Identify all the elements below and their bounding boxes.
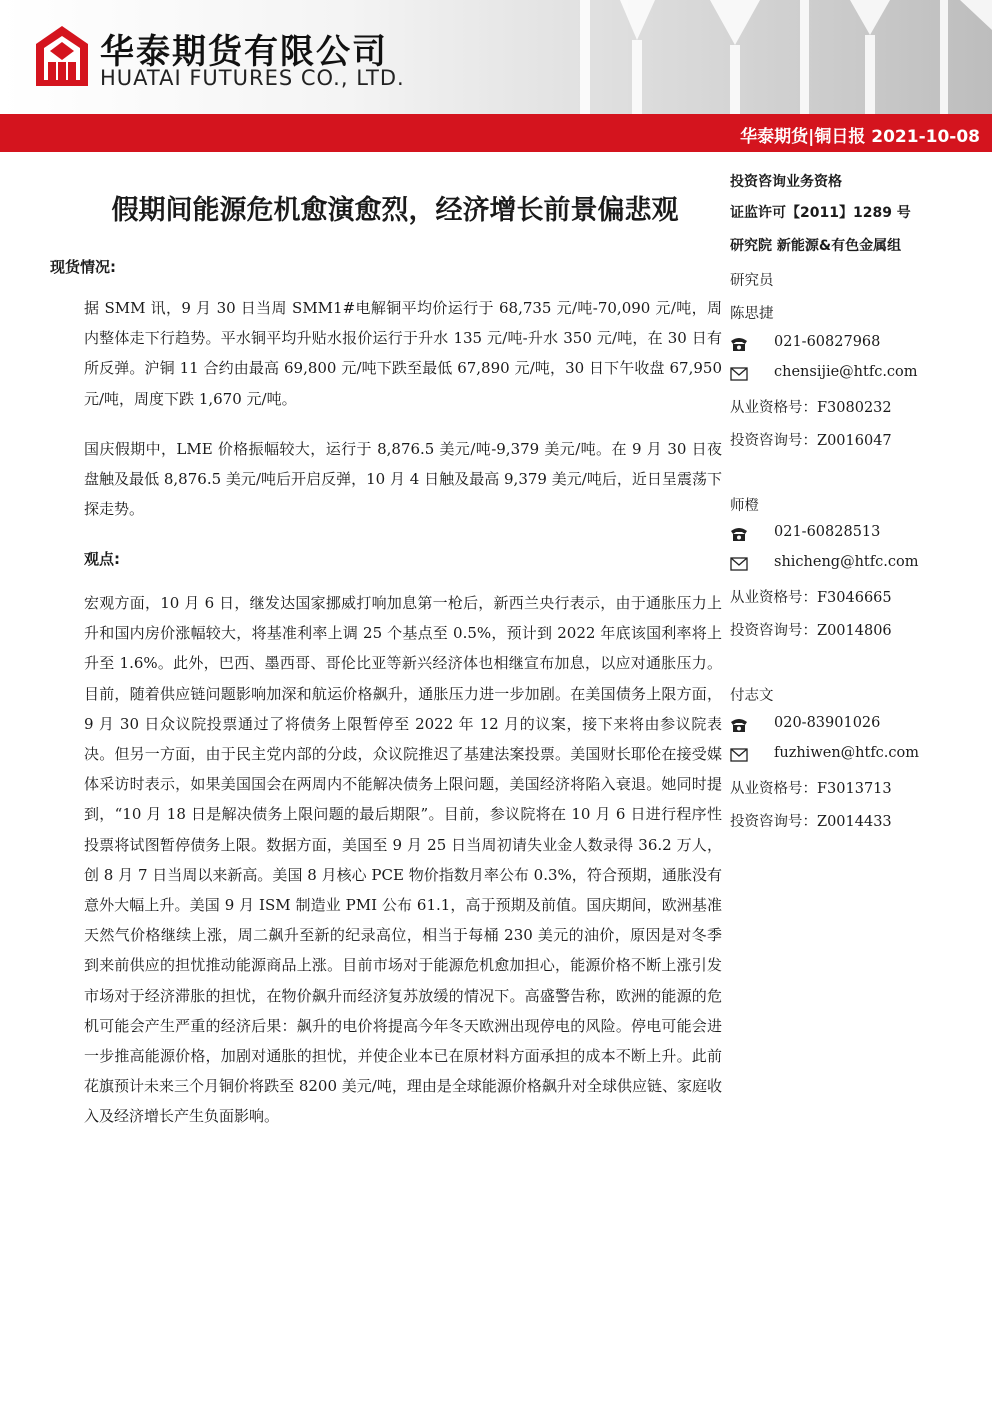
email-icon	[730, 556, 748, 572]
view-paragraph: 宏观方面，10 月 6 日，继发达国家挪威打响加息第一枪后，新西兰央行表示，由于通胀压力上升和国内房价涨幅较大，将基准利率上调 25 个基点至 0.5%，预计到 2022 年底该国利率将上升至 1.6%。此外，巴西、墨西哥、哥伦比亚等新兴经济体也相继宣布加息，以应对通胀压力。目前，随着供应链问题影响加深和航运价格飙升，通胀压力进一步加剧。在美国债务上限方面，9 月 30 日众议院投票通过了将债务上限暂停至 2022 年 12 月的议案，接下来将由参议院表决。但另一方面，由于民主党内部的分歧，众议院推迟了基建法案投票。美国财长耶伦在接受媒体采访时表示，如果美国国会在两周内不能解决债务上限问题，美国经济将陷入衰退。她同时提到，“10 月 18 日是解决债务上限问题的最后期限”。目前，参议院将在 10 月 6 日进行程序性投票将试图暂停债务上限。数据方面，美国至 9 月 25 日当周初请失业金人数录得 36.2 万人，创 8 月 7 日当周以来新高。美国 8 月核心 PCE 物价指数月率公布 0.3%，符合预期，通胀没有意外大幅上升。美国 9 月 ISM 制造业 PMI 公布 61.1，高于预期及前值。国庆期间，欧洲基准天然气价格继续上涨，周二飙升至新的纪录高位，相当于每桶 230 美元的油价，原因是对冬季到来前供应的担忧推动能源商品上涨。目前市场对于能源危机愈加担心，能源价格不断上涨引发市场对于经济滞胀的担忧，在物价飙升而经济复苏放缓的情况下。高盛警告称，欧洲的能源的危机可能会产生严重的经济后果：飙升的电价将提高今年冬天欧洲出现停电的风险。停电可能会进一步推高能源价格，加剧对通胀的担忧，并使企业本已在原材料方面承担的成本不断上升。此前花旗预计未来三个月铜价将跌至 8200 美元/吨，理由是全球能源价格飙升对全球供应链、家庭收入及经济增长产生负面影响。	[84, 594, 722, 1126]
spot-paragraph-1: 据 SMM 讯，9 月 30 日当周 SMM1#电解铜平均价运行于 68,735 元/吨-70,090 元/吨，周内整体走下行趋势。平水铜平均升贴水报价运行于升水 135 元/吨-升水 350 元/吨，在 30 日有所反弹。沪铜 11 合约由最高 69,800 元/吨下跌至最低 67,890 元/吨，30 日下午收盘 67,950 元/吨，周度下跌 1,670 元/吨。	[84, 299, 722, 408]
company-logo-icon	[34, 24, 90, 88]
company-name-cn: 华泰期货有限公司	[100, 32, 388, 72]
view-section-label: 观点:	[84, 550, 120, 568]
department: 研究院 新能源&有色金属组	[730, 238, 902, 254]
phone-icon	[730, 717, 748, 733]
analyst-phone: 021-60828513	[774, 524, 881, 540]
analyst-email: fuzhiwen@htfc.com	[774, 745, 920, 761]
analyst-cert: 从业资格号：F3046665	[730, 590, 892, 606]
analyst-email: chensijie@htfc.com	[774, 364, 918, 380]
report-tag: 华泰期货|铜日报 2021-10-08	[740, 127, 980, 147]
analyst-name: 付志文	[730, 688, 774, 704]
analyst-email: shicheng@htfc.com	[774, 554, 919, 570]
analyst-advisory: 投资咨询号：Z0016047	[730, 433, 892, 449]
qualification: 投资咨询业务资格	[730, 174, 842, 190]
spot-section-label: 现货情况:	[50, 258, 116, 276]
header-decoration	[560, 0, 992, 114]
phone-icon	[730, 526, 748, 542]
spot-paragraph-2: 国庆假期中，LME 价格振幅较大，运行于 8,876.5 美元/吨-9,379 美元/吨。在 9 月 30 日夜盘触及最低 8,876.5 美元/吨后开启反弹，10 月 4 日触及最高 9,379 美元/吨后，近日呈震荡下探走势。	[84, 440, 722, 519]
analyst-advisory: 投资咨询号：Z0014433	[730, 814, 892, 830]
analyst-phone: 020-83901026	[774, 715, 881, 731]
analyst-name: 陈思捷	[730, 306, 774, 322]
analyst-name: 师橙	[730, 498, 759, 514]
email-icon	[730, 366, 748, 382]
analyst-phone: 021-60827968	[774, 334, 881, 350]
report-title: 假期间能源危机愈演愈烈，经济增长前景偏悲观	[111, 195, 679, 226]
email-icon	[730, 747, 748, 763]
role-label: 研究员	[730, 273, 774, 289]
analyst-cert: 从业资格号：F3080232	[730, 400, 892, 416]
report-tag-bar	[0, 114, 992, 152]
company-name-en: HUATAI FUTURES CO., LTD.	[100, 66, 405, 90]
report-header	[0, 0, 992, 114]
analyst-cert: 从业资格号：F3013713	[730, 781, 892, 797]
phone-icon	[730, 336, 748, 352]
analyst-advisory: 投资咨询号：Z0014806	[730, 623, 892, 639]
license-number: 证监许可【2011】1289 号	[730, 205, 911, 221]
